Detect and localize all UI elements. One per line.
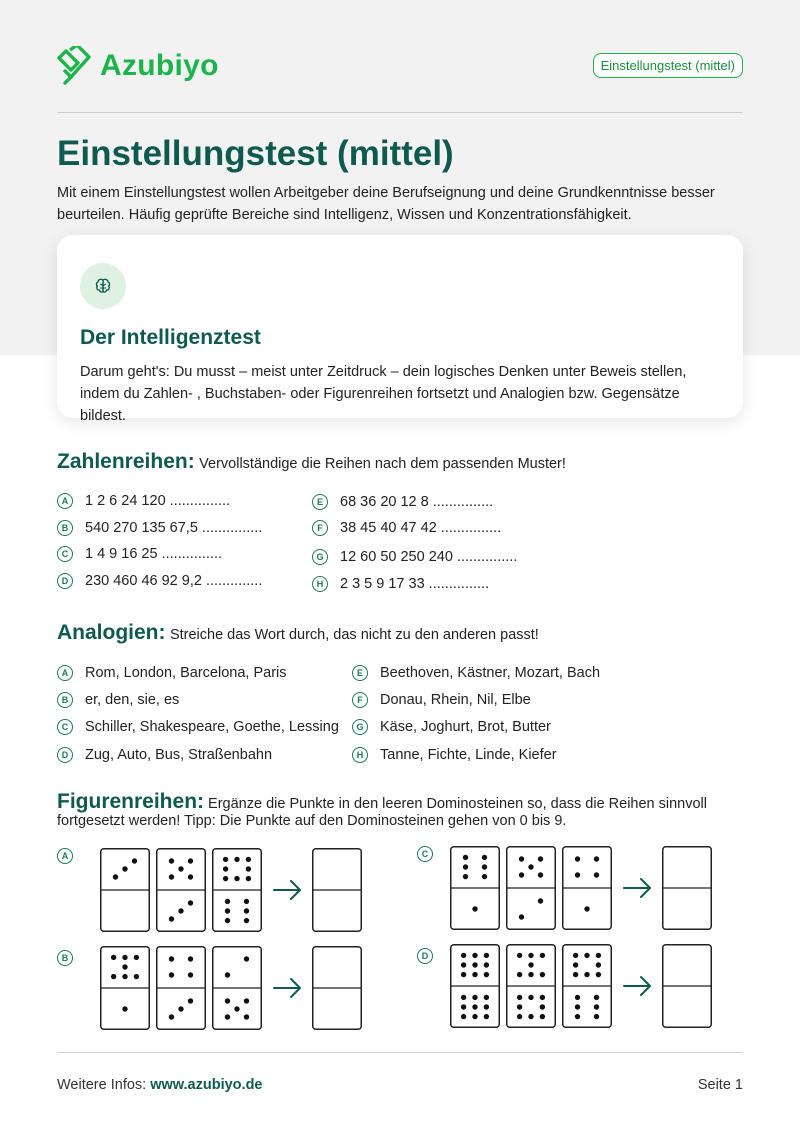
domino-pip bbox=[482, 874, 487, 879]
domino-pip bbox=[225, 972, 230, 977]
domino-pip bbox=[234, 876, 239, 881]
analogie-item bbox=[352, 719, 551, 735]
azubiyo-logo-icon bbox=[56, 46, 92, 86]
domino-pip bbox=[528, 864, 533, 869]
domino-pip bbox=[463, 855, 468, 860]
domino-pip bbox=[134, 974, 139, 979]
item-text: Rom, London, Barcelona, Paris bbox=[85, 665, 287, 681]
brain-icon bbox=[94, 277, 112, 295]
item-text: 2 3 5 9 17 33 ............... bbox=[340, 576, 490, 592]
domino-pip bbox=[594, 995, 599, 1000]
domino-pip bbox=[573, 953, 578, 958]
card-text: Darum geht's: Du musst – meist unter Zeitdruck – dein logisches Denken unter Beweis stellen, indem du Zahlen- , Buchstaben- oder Figurenreihen fortsetzt und Analogien bzw. Gegensätze bildest. bbox=[80, 364, 687, 424]
domino-pip bbox=[113, 874, 118, 879]
domino-pip bbox=[244, 908, 249, 913]
domino-pip bbox=[188, 874, 193, 879]
domino-pip bbox=[484, 995, 489, 1000]
item-letter: E bbox=[312, 494, 328, 510]
arrow-right-icon bbox=[274, 881, 300, 899]
domino-pip bbox=[484, 972, 489, 977]
domino-pip bbox=[540, 1004, 545, 1009]
zahlenreihe-item bbox=[57, 493, 230, 509]
item-letter: B bbox=[57, 520, 73, 536]
item-letter: A bbox=[57, 848, 73, 864]
item-letter: D bbox=[417, 948, 433, 964]
domino-pip bbox=[169, 916, 174, 921]
item-text: Schiller, Shakespeare, Goethe, Lessing bbox=[85, 719, 339, 735]
domino-pip bbox=[517, 1004, 522, 1009]
domino-pip bbox=[528, 972, 533, 977]
card-title: Der Intelligenztest bbox=[80, 326, 261, 349]
footer-divider bbox=[57, 1052, 743, 1053]
domino-pip bbox=[484, 953, 489, 958]
domino-pip bbox=[461, 1004, 466, 1009]
domino-pip bbox=[575, 1014, 580, 1019]
domino-pip bbox=[538, 872, 543, 877]
domino-pip bbox=[122, 866, 127, 871]
analogie-item bbox=[352, 665, 600, 681]
item-letter: D bbox=[57, 747, 73, 763]
page-title: Einstellungstest (mittel) bbox=[57, 134, 454, 173]
item-text: 68 36 20 12 8 ............... bbox=[340, 494, 494, 510]
item-text: 1 4 9 16 25 ............... bbox=[85, 546, 223, 562]
domino-pip bbox=[528, 995, 533, 1000]
zahlenreihen-title: Zahlenreihen: bbox=[57, 450, 195, 473]
domino-pip bbox=[169, 1014, 174, 1019]
domino-pip bbox=[134, 955, 139, 960]
intelligence-test-card bbox=[57, 235, 743, 424]
domino-pip bbox=[111, 955, 116, 960]
domino-pip bbox=[519, 914, 524, 919]
domino-pip bbox=[472, 953, 477, 958]
domino-pip bbox=[594, 1004, 599, 1009]
figurenreihen-description: Ergänze die Punkte in den leeren Dominosteinen so, dass die Reihen sinnvoll fortgesetzt werden! Tipp: Die Punkte auf den Dominosteinen gehen von 0 bis 9. bbox=[57, 796, 707, 829]
domino-pip bbox=[122, 955, 127, 960]
zahlenreihen-heading bbox=[57, 450, 566, 474]
domino-pip bbox=[463, 874, 468, 879]
item-letter: H bbox=[312, 576, 328, 592]
page-number: Seite 1 bbox=[697, 1077, 743, 1093]
item-letter: E bbox=[352, 665, 368, 681]
domino-pip bbox=[528, 1014, 533, 1019]
domino-row-d bbox=[450, 944, 720, 1030]
domino-pip bbox=[188, 900, 193, 905]
brand-name: Azubiyo bbox=[100, 49, 219, 82]
item-letter: G bbox=[352, 719, 368, 735]
domino-pip bbox=[461, 995, 466, 1000]
item-letter: H bbox=[352, 747, 368, 763]
zahlenreihe-item bbox=[57, 520, 262, 536]
domino-pip bbox=[540, 1014, 545, 1019]
domino-pip bbox=[596, 953, 601, 958]
domino-pip bbox=[223, 857, 228, 862]
domino-pip bbox=[472, 962, 477, 967]
zahlenreihe-item bbox=[57, 573, 262, 589]
intro-text: Mit einem Einstellungstest wollen Arbeitgeber deine Berufseignung und deine Grundkenntnisse besser beurteilen. Häufig geprüfte Bereiche sind Intelligenz, Wissen und Konzentrationsfähigkeit. bbox=[57, 185, 715, 223]
domino-pip bbox=[538, 898, 543, 903]
domino-pip bbox=[573, 962, 578, 967]
arrow-right-icon bbox=[624, 879, 650, 897]
figurenreihen-title: Figurenreihen: bbox=[57, 790, 205, 813]
domino-pip bbox=[225, 899, 230, 904]
domino-pip bbox=[472, 995, 477, 1000]
domino-pip bbox=[188, 956, 193, 961]
figurenreihen-heading bbox=[57, 790, 747, 830]
domino-pip bbox=[575, 1004, 580, 1009]
item-letter: C bbox=[57, 719, 73, 735]
figure-row-label bbox=[57, 848, 73, 864]
domino-pip bbox=[244, 998, 249, 1003]
analogie-item bbox=[57, 665, 287, 681]
figure-row-label bbox=[417, 846, 433, 862]
domino-pip bbox=[517, 953, 522, 958]
domino-pip bbox=[472, 1014, 477, 1019]
domino-pip bbox=[132, 858, 137, 863]
domino-pip bbox=[528, 962, 533, 967]
domino-pip bbox=[573, 972, 578, 977]
arrow-right-icon bbox=[624, 977, 650, 995]
domino-pip bbox=[225, 908, 230, 913]
domino-pip bbox=[234, 857, 239, 862]
figure-row-label bbox=[417, 948, 433, 964]
domino-pip bbox=[584, 972, 589, 977]
domino-pip bbox=[169, 858, 174, 863]
test-level-badge: Einstellungstest (mittel) bbox=[593, 53, 743, 78]
domino-pip bbox=[594, 1014, 599, 1019]
domino-pip bbox=[484, 1004, 489, 1009]
item-letter: B bbox=[57, 950, 73, 966]
domino-pip bbox=[540, 995, 545, 1000]
figure-row-label bbox=[57, 950, 73, 966]
analogie-item bbox=[57, 692, 179, 708]
domino-pip bbox=[517, 1014, 522, 1019]
item-text: Tanne, Fichte, Linde, Kiefer bbox=[380, 747, 557, 763]
domino-pip bbox=[584, 953, 589, 958]
domino-pip bbox=[540, 953, 545, 958]
domino-pip bbox=[517, 995, 522, 1000]
footer-label: Weitere Infos: bbox=[57, 1077, 147, 1093]
domino-pip bbox=[540, 972, 545, 977]
domino-pip bbox=[594, 872, 599, 877]
domino-pip bbox=[178, 866, 183, 871]
domino-pip bbox=[169, 874, 174, 879]
domino-pip bbox=[122, 1006, 127, 1011]
domino-pip bbox=[178, 908, 183, 913]
domino-pip bbox=[246, 876, 251, 881]
domino-pip bbox=[461, 953, 466, 958]
domino-pip bbox=[482, 855, 487, 860]
arrow-right-icon bbox=[274, 979, 300, 997]
domino-pip bbox=[596, 962, 601, 967]
zahlenreihe-item bbox=[312, 520, 501, 536]
domino-pip bbox=[169, 972, 174, 977]
domino-pip bbox=[461, 962, 466, 967]
domino-pip bbox=[244, 1014, 249, 1019]
header-divider bbox=[57, 112, 743, 113]
item-text: Donau, Rhein, Nil, Elbe bbox=[380, 692, 531, 708]
domino-pip bbox=[244, 918, 249, 923]
domino-pip bbox=[538, 856, 543, 861]
footer-link[interactable]: www.azubiyo.de bbox=[150, 1077, 263, 1093]
domino-pip bbox=[188, 858, 193, 863]
domino-row-c bbox=[450, 846, 720, 932]
item-text: er, den, sie, es bbox=[85, 692, 180, 708]
domino-row-a bbox=[100, 848, 370, 934]
zahlenreihe-item bbox=[57, 546, 222, 562]
domino-pip bbox=[472, 1004, 477, 1009]
domino-pip bbox=[482, 864, 487, 869]
zahlenreihe-item bbox=[312, 549, 517, 565]
domino-pip bbox=[122, 964, 127, 969]
domino-pip bbox=[223, 866, 228, 871]
domino-pip bbox=[519, 856, 524, 861]
analogien-description: Streiche das Wort durch, das nicht zu den anderen passt! bbox=[169, 627, 539, 643]
item-letter: F bbox=[352, 692, 368, 708]
domino-pip bbox=[575, 856, 580, 861]
domino-pip bbox=[188, 972, 193, 977]
domino-pip bbox=[472, 972, 477, 977]
domino-pip bbox=[244, 956, 249, 961]
zahlenreihe-item bbox=[312, 576, 489, 592]
domino-pip bbox=[225, 918, 230, 923]
zahlenreihe-item bbox=[312, 494, 493, 510]
item-text: Zug, Auto, Bus, Straßenbahn bbox=[85, 747, 273, 763]
zahlenreihen-description: Vervollständige die Reihen nach dem passenden Muster! bbox=[199, 456, 566, 472]
item-letter: F bbox=[312, 520, 328, 536]
domino-pip bbox=[463, 864, 468, 869]
domino-pip bbox=[484, 1014, 489, 1019]
domino-pip bbox=[575, 995, 580, 1000]
footer-info bbox=[57, 1077, 263, 1093]
analogie-item bbox=[57, 719, 339, 735]
domino-pip bbox=[594, 856, 599, 861]
domino-pip bbox=[519, 872, 524, 877]
analogie-item bbox=[352, 747, 557, 763]
domino-pip bbox=[461, 1014, 466, 1019]
domino-pip bbox=[596, 972, 601, 977]
domino-pip bbox=[484, 962, 489, 967]
domino-row-b bbox=[100, 946, 370, 1032]
domino-pip bbox=[528, 953, 533, 958]
domino-pip bbox=[225, 1014, 230, 1019]
domino-pip bbox=[461, 972, 466, 977]
item-text: 540 270 135 67,5 ............... bbox=[85, 520, 263, 536]
item-text: 1 2 6 24 120 ............... bbox=[85, 493, 231, 509]
item-letter: B bbox=[57, 692, 73, 708]
domino-pip bbox=[111, 974, 116, 979]
domino-pip bbox=[188, 998, 193, 1003]
analogien-title: Analogien: bbox=[57, 621, 166, 644]
item-letter: C bbox=[57, 546, 73, 562]
domino-pip bbox=[517, 972, 522, 977]
analogie-item bbox=[352, 692, 531, 708]
item-text: Käse, Joghurt, Brot, Butter bbox=[380, 719, 551, 735]
brand-logo[interactable] bbox=[56, 46, 219, 86]
card-icon-circle bbox=[80, 263, 126, 309]
item-letter: D bbox=[57, 573, 73, 589]
item-text: 38 45 40 47 42 ............... bbox=[340, 520, 502, 536]
domino-pip bbox=[244, 899, 249, 904]
item-text: Beethoven, Kästner, Mozart, Bach bbox=[380, 665, 601, 681]
domino-pip bbox=[234, 1006, 239, 1011]
domino-pip bbox=[584, 906, 589, 911]
domino-pip bbox=[122, 974, 127, 979]
item-letter: A bbox=[57, 493, 73, 509]
item-text: 230 460 46 92 9,2 .............. bbox=[85, 573, 263, 589]
item-letter: A bbox=[57, 665, 73, 681]
item-letter: G bbox=[312, 549, 328, 565]
domino-pip bbox=[246, 857, 251, 862]
domino-pip bbox=[169, 956, 174, 961]
item-letter: C bbox=[417, 846, 433, 862]
analogien-heading bbox=[57, 621, 539, 645]
domino-pip bbox=[472, 906, 477, 911]
domino-pip bbox=[223, 876, 228, 881]
item-text: 12 60 50 250 240 ............... bbox=[340, 549, 518, 565]
domino-pip bbox=[575, 872, 580, 877]
domino-pip bbox=[178, 1006, 183, 1011]
analogie-item bbox=[57, 747, 272, 763]
domino-pip bbox=[246, 866, 251, 871]
domino-pip bbox=[225, 998, 230, 1003]
